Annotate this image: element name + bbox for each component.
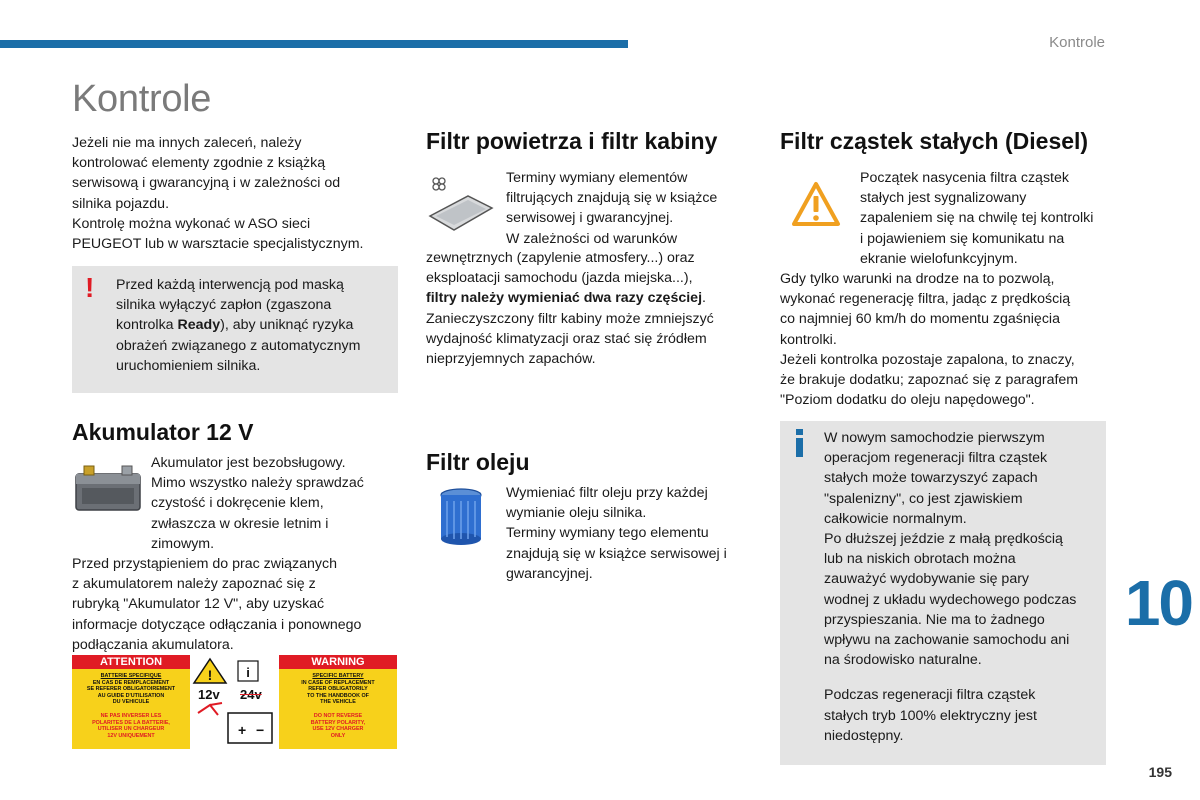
- info-line: całkowicie normalnym.: [824, 510, 967, 527]
- dpf-line: Jeżeli kontrolka pozostaje zapalona, to znaczy,: [780, 351, 1075, 368]
- intro-line: Jeżeli nie ma innych zaleceń, należy: [72, 135, 302, 151]
- battery-text: [72, 554, 402, 655]
- label-line: POLARITES DE LA BATTERIE,: [92, 719, 170, 726]
- warning-note-text: [116, 275, 396, 376]
- label-line: EN CAS DE REMPLACEMENT: [92, 679, 170, 686]
- label-line: SPECIFIC BATTERY: [312, 673, 364, 679]
- oil-filter-icon: [436, 487, 486, 549]
- label-attention-bar: ATTENTION: [72, 655, 190, 669]
- air-line: Zanieczyszczony filtr kabiny może zmniejszyć: [426, 310, 714, 327]
- battery-icon: [72, 462, 144, 514]
- air-line: nieprzyjemnych zapachów.: [426, 351, 596, 368]
- label-line: AU GUIDE D'UTILISATION: [97, 692, 165, 699]
- info-note-text: [824, 428, 1104, 746]
- oil-line: gwarancyjnej.: [506, 565, 593, 582]
- battery-line: rubryką "Akumulator 12 V", aby uzyskać: [72, 596, 325, 613]
- running-header: Kontrole: [1049, 34, 1105, 51]
- intro-text: [72, 133, 402, 254]
- svg-text:+: +: [238, 722, 247, 738]
- dpf-line: stałych jest sygnalizowany: [860, 190, 1027, 207]
- warning-line: uruchomieniem silnika.: [116, 357, 261, 374]
- battery-line: informacje dotyczące odłączania i ponownego: [72, 616, 362, 633]
- warning-line: silnika wyłączyć zapłon (zgaszona: [116, 297, 332, 314]
- label-24v: 24v: [240, 687, 262, 702]
- battery-line: Przed przystąpieniem do prac związanych: [72, 556, 337, 572]
- battery-warning-label: [72, 655, 397, 749]
- info-line: wpływu na zachowanie samochodu ani: [824, 632, 1070, 649]
- dpf-line: i pojawieniem się komunikatu na: [860, 230, 1065, 247]
- dpf-line: kontrolki.: [780, 331, 837, 348]
- dpf-line: ekranie wielofunkcyjnym.: [860, 250, 1018, 267]
- warning-triangle-icon: [790, 180, 842, 228]
- label-line: TO THE HANDBOOK OF: [307, 692, 369, 699]
- air-filter-text: [426, 248, 756, 369]
- section-heading-particle-filter: Filtr cząstek stałych (Diesel): [780, 128, 1089, 154]
- svg-text:!: !: [207, 667, 213, 683]
- air-line: [426, 288, 756, 308]
- air-line: serwisowej i gwarancyjnej.: [506, 210, 674, 227]
- info-line: W nowym samochodzie pierwszym: [824, 430, 1045, 446]
- dpf-line: Gdy tylko warunki na drodze na to pozwolą,: [780, 271, 1055, 287]
- info-icon: [793, 429, 807, 457]
- dpf-line: wykonać regenerację filtra, jadąc z prędkością: [780, 291, 1071, 308]
- intro-line: kontrolować elementy zgodnie z książką: [72, 155, 326, 172]
- info-line: Po dłuższej jeździe z małą prędkością: [824, 531, 1063, 548]
- info-line: operacjom regeneracji filtra cząstek: [824, 450, 1048, 467]
- label-warning-bar: WARNING: [279, 655, 397, 669]
- info-line: stałych może towarzyszyć zapach: [824, 470, 1038, 487]
- battery-text-wrap: [151, 453, 401, 554]
- top-accent-bar: [0, 40, 628, 48]
- label-line: IN CASE OF REPLACEMENT: [301, 679, 375, 686]
- page-number: 195: [1148, 764, 1172, 780]
- intro-line: PEUGEOT lub w warsztacie specjalistycznym.: [72, 236, 364, 253]
- label-line: NE PAS INVERSER LES: [100, 713, 162, 719]
- svg-text:i: i: [246, 665, 250, 680]
- info-line: na środowisko naturalne.: [824, 652, 982, 669]
- intro-line: Kontrolę można wykonać w ASO sieci: [72, 215, 311, 232]
- ready-keyword: Ready: [177, 317, 221, 334]
- oil-line: wymianie oleju silnika.: [506, 505, 647, 522]
- info-line: stałych tryb 100% elektryczny jest: [824, 707, 1037, 724]
- info-line: zauważyć wydobywanie się pary: [824, 571, 1030, 588]
- air-line: eksploatacji samochodu (jazda miejska...),: [426, 270, 693, 287]
- section-heading-oil-filter: Filtr oleju: [426, 449, 530, 475]
- exclamation-icon: !: [85, 272, 95, 303]
- air-line: wydajność klimatyzacji oraz stać się źródłem: [426, 330, 707, 347]
- label-line: USE 12V CHARGER: [312, 726, 364, 733]
- dpf-line: "Poziom dodatku do oleju napędowego".: [780, 392, 1035, 409]
- warning-text: ), aby uniknąć ryzyka: [220, 317, 354, 334]
- info-line: wodnej z układu wydechowego podczas: [824, 591, 1077, 608]
- label-line: REFER OBLIGATORILY: [308, 686, 368, 693]
- label-line: UTILISER UN CHARGEUR: [97, 726, 165, 733]
- oil-line: Wymieniać filtr oleju przy każdej: [506, 485, 708, 501]
- svg-text:−: −: [256, 722, 265, 738]
- dpf-line: że brakuje dodatku; zapoznać się z paragrafem: [780, 372, 1079, 389]
- particle-filter-text-wrap: [860, 168, 1110, 269]
- label-line: DO NOT REVERSE: [313, 713, 363, 719]
- oil-line: znajdują się w książce serwisowej i: [506, 545, 727, 562]
- battery-line: czystość i dokręcenie klem,: [151, 495, 324, 512]
- label-line: 12V UNIQUEMENT: [107, 732, 155, 739]
- warning-text: kontrolka: [116, 317, 178, 334]
- battery-line: z akumulatorem należy zapoznać się z: [72, 576, 316, 593]
- warning-line: Przed każdą interwencją pod maską: [116, 277, 344, 293]
- battery-line: zwłaszcza w okresie letnim i: [151, 515, 329, 532]
- info-line: lub na niskich obrotach można: [824, 551, 1016, 568]
- label-line: BATTERIE SPECIFIQUE: [100, 673, 162, 679]
- label-french-text: [78, 673, 184, 706]
- info-line: przyspieszania. Nie ma to żadnego: [824, 611, 1045, 628]
- intro-line: serwisową i gwarancyjną i w zależności od: [72, 175, 341, 192]
- label-english-alert: [285, 713, 391, 739]
- warning-line: obrażeń związanego z automatycznym: [116, 337, 361, 354]
- label-line: BATTERY POLARITY,: [310, 719, 366, 726]
- label-line: SE REFERER OBLIGATOIREMENT: [86, 686, 176, 693]
- air-filter-text-wrap: [506, 168, 756, 249]
- air-line: filtrujących znajdują się w książce: [506, 190, 718, 207]
- intro-line: silnika pojazdu.: [72, 195, 170, 212]
- label-pictogram: [190, 655, 279, 749]
- dpf-line: co najmniej 60 km/h do momentu zgaśnięcia: [780, 311, 1060, 328]
- oil-filter-text: [506, 483, 756, 584]
- air-filter-icon: [426, 172, 496, 234]
- section-heading-air-filter: Filtr powietrza i filtr kabiny: [426, 128, 718, 154]
- page-title: Kontrole: [72, 78, 212, 120]
- label-english-text: [285, 673, 391, 706]
- label-line: DU VEHICULE: [112, 699, 150, 706]
- particle-filter-text: [780, 269, 1110, 410]
- battery-line: Akumulator jest bezobsługowy.: [151, 455, 346, 471]
- battery-line: zimowym.: [151, 535, 215, 552]
- dpf-line: zapaleniem się na chwilę tej kontrolki: [860, 210, 1094, 227]
- oil-line: Terminy wymiany tego elementu: [506, 525, 709, 542]
- air-line: zewnętrznych (zapylenie atmosfery...) oraz: [426, 250, 695, 266]
- info-line: niedostępny.: [824, 727, 904, 744]
- air-bold-text: filtry należy wymieniać dwa razy częściej: [426, 290, 703, 307]
- section-heading-battery: Akumulator 12 V: [72, 419, 254, 445]
- warning-line: [116, 315, 396, 335]
- battery-line: podłączania akumulatora.: [72, 636, 234, 653]
- label-line: ONLY: [330, 732, 346, 739]
- dpf-line: Początek nasycenia filtra cząstek: [860, 170, 1069, 186]
- air-line: W zależności od warunków: [506, 230, 678, 247]
- chapter-number: 10: [1124, 567, 1192, 639]
- label-12v: 12v: [198, 687, 220, 702]
- label-french-alert: [78, 713, 184, 739]
- label-line: THE VEHICLE: [320, 699, 356, 706]
- info-line: "spalenizny", co jest zjawiskiem: [824, 490, 1023, 507]
- info-line: Podczas regeneracji filtra cząstek: [824, 687, 1036, 704]
- battery-line: Mimo wszystko należy sprawdzać: [151, 475, 364, 492]
- air-text: .: [702, 290, 706, 307]
- air-line: Terminy wymiany elementów: [506, 170, 688, 186]
